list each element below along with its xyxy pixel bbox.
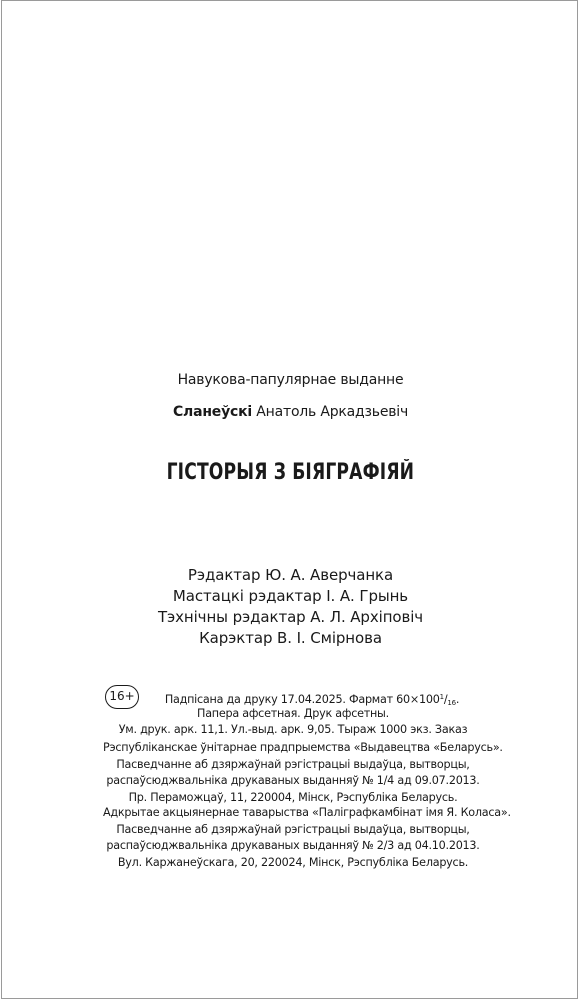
format-denominator: 16 <box>447 699 456 707</box>
staff-art-editor: Мастацкі рэдактар І. А. Грынь <box>172 587 409 605</box>
printer-line: Пасведчанне аб дзяржаўнай рэгістрацыі выдаўца, вытворцы, <box>116 822 470 836</box>
print-signed-line <box>103 689 483 706</box>
print-sheets-line: Ум. друк. арк. 11,1. Ул.-выд. арк. 9,05. Тыраж 1000 экз. Заказ <box>118 723 468 736</box>
publisher-line: Пр. Пераможцаў, 11, 220004, Мінск, Рэспубліка Беларусь. <box>128 790 458 804</box>
staff-technical-editor: Тэхнічны рэдактар А. Л. Архіповіч <box>157 608 424 626</box>
publisher-line: Рэспубліканскае ўнітарнае прадпрыемства «Выдавецтва «Беларусь». <box>103 741 503 754</box>
printer-info <box>103 805 511 871</box>
print-info <box>103 689 483 739</box>
format-numerator: 1 <box>439 693 444 701</box>
printer-line: Вул. Каржанеўскага, 20, 220024, Мінск, Рэспубліка Беларусь. <box>117 855 469 869</box>
book-title: ГІСТОРЫЯ З БІЯГРАФІЯЙ <box>166 460 415 485</box>
print-signed-text: Падпісана да друку 17.04.2025. Фармат 60×100 <box>164 693 440 706</box>
publisher-line: Пасведчанне аб дзяржаўнай рэгістрацыі выдаўца, вытворцы, <box>116 757 470 771</box>
staff-editor: Рэдактар Ю. А. Аверчанка <box>187 566 394 584</box>
publisher-info <box>103 740 503 806</box>
series-label: Навукова-папулярнае выданне <box>177 372 404 388</box>
printer-line: Адкрытае акцыянернае таварыства «Паліграфкамбінат імя Я. Коласа». <box>103 806 511 819</box>
format-fraction <box>440 693 456 706</box>
print-paper-line: Папера афсетная. Друк афсетны. <box>197 706 389 720</box>
publisher-line: распаўсюджвальніка друкаваных выданняў № 1/4 ад 09.07.2013. <box>106 774 480 787</box>
editorial-staff <box>0 565 581 649</box>
staff-proofreader: Карэктар В. І. Смірнова <box>199 629 382 647</box>
age-rating-badge: 16+ <box>105 685 139 709</box>
format-end: . <box>455 693 460 706</box>
printer-line: распаўсюджвальніка друкаваных выданняў № 2/3 ад 04.10.2013. <box>106 839 480 852</box>
author-given-names: Анатоль Аркадзьевіч <box>256 404 409 420</box>
format-slash: / <box>443 693 448 706</box>
author-surname: Сланеўскі <box>172 404 253 420</box>
author-line <box>0 404 581 420</box>
